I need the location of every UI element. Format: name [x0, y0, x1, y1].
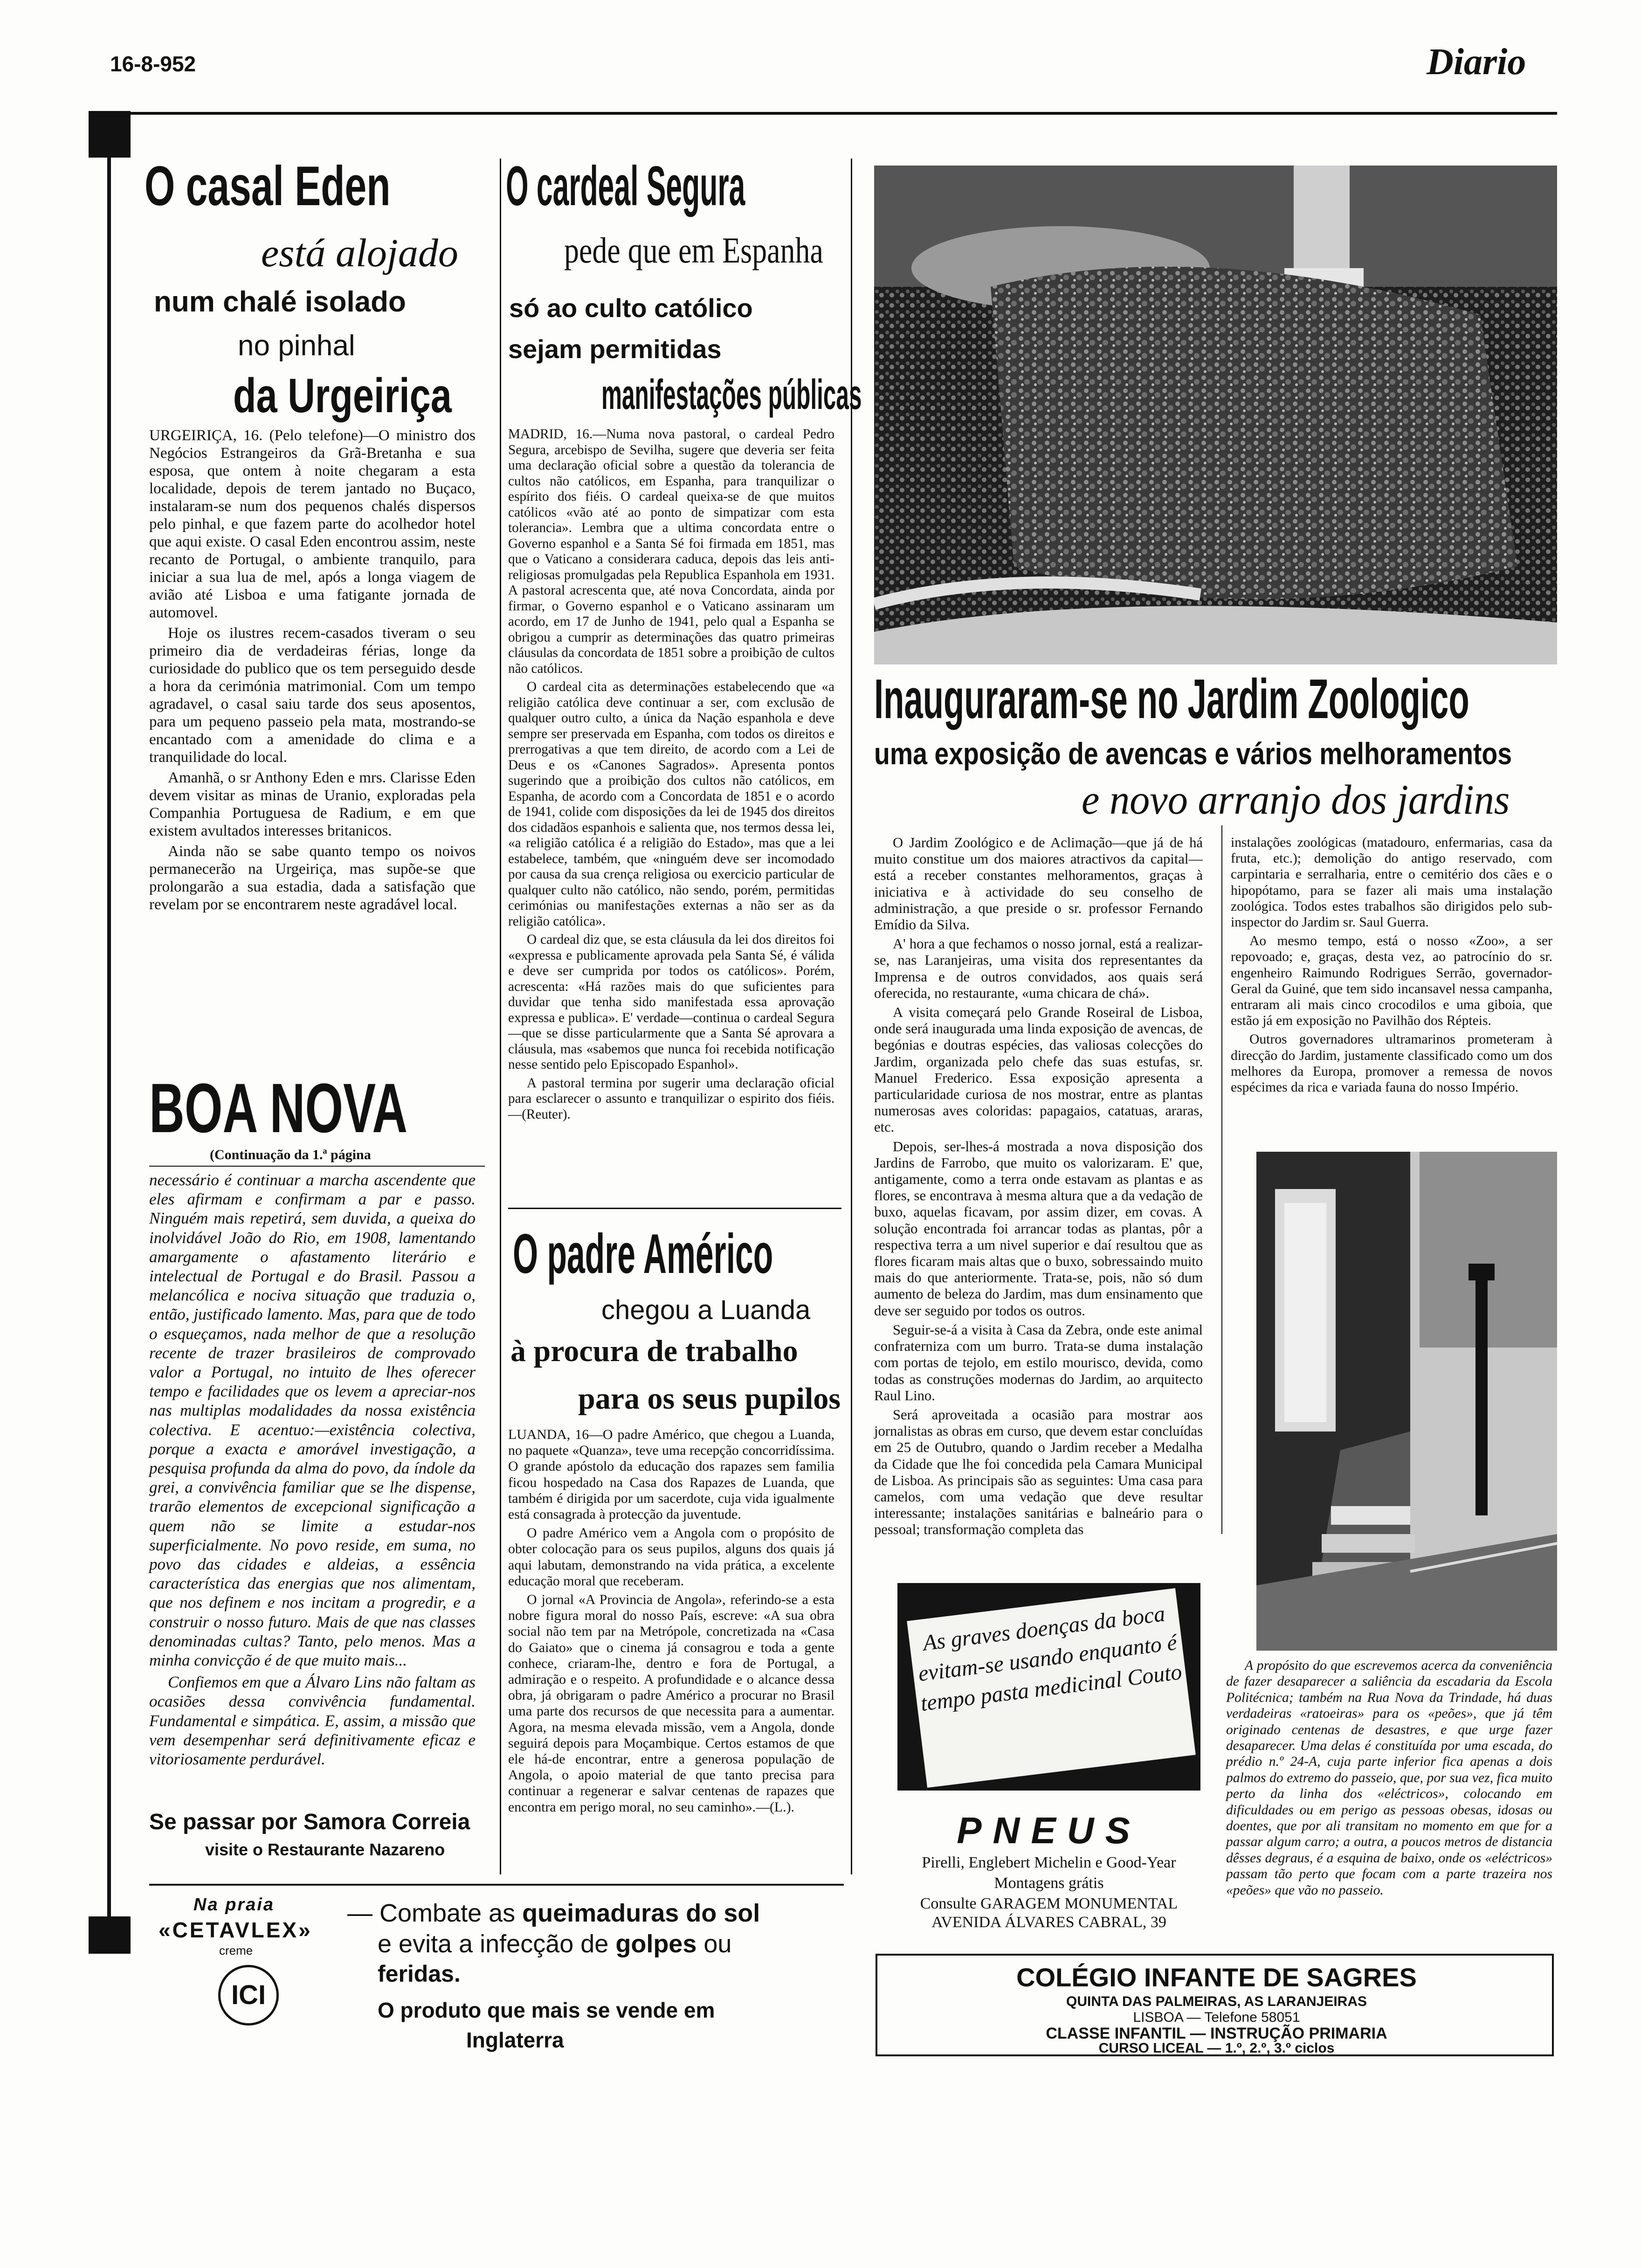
americo-paragraph: O jornal «A Provincia de Angola», referindo-se a esta nobre figura moral do nosso País, escreve: «A sua obra social não tem par na Metrópole, concretizada na «Casa do Gaiato» que o cinema já consagrou e toda a gente conhece, criaram-lhe, dentro e fora de Portugal, a admiração e o respeito. A profundidade e o alcance dessa obra, já obrigaram o padre Américo a procurar no Brasil uma parte dos recursos de que necessita para a aumentar. Agora, na mesma elevada missão, vem a Angola, donde seguirá depois para Moçambique. Certos estamos de que ele há-de encontrar, entre a generosa população de Angola, o apoio material de que tanto precisa para continuar a regenerar e salvar centenas de rapazes que encontra em perigo moral, no seu caminho».—(L.).	[508, 1592, 834, 1815]
boa-nova-body	[149, 1170, 476, 1771]
boa-nova-paragraph: necessário é continuar a marcha ascendente que eles afirmam e confirmam a par e passo. Ninguém mais repetirá, sem duvida, a queixa do inolvidável João do Rio, em 1908, lamentando amargamente o afastamento literário e intelectual de Portugal e do Brasil. Passou a melancólica e nociva situação que traduzia o, então, justificado lamento. Mas, para que de todo o esqueçamos, nada melhor de que a resolução recente de trazer brasileiros de comprovado valor a Portugal, no intuito de lhes oferecer tempo e facilidades que os levem a apreciar-nos nas multiplas modalidades da nossa existência colectiva. E acentuo:—existência colectiva, porque a exacta e amorável investigação, a pesquisa profunda da alma do povo, da índole da grei, a convivência familiar que se lhe dispense, trarão elementos de excepcional significação a quem não se limite a estudar-nos superficialmente. No povo reside, em suma, no povo das cidades e aldeias, a essência característica das energias que nos alimentam, que nos definem e nos incitam a progredir, e a construir o nosso futuro. Mais de que nas classes denominadas cultas? Tanto, pelo menos. Mas a minha convicção é de que muito mais...	[149, 1171, 476, 1670]
segura-paragraph: O cardeal cita as determinações estabelecendo que «a religião católica deve continuar a ser, com exclusão de qualquer outro culto, a única da Nação espanhola e deve sempre ser preservada em Espanha, com todos os direitos e prerrogativas a que tem direito, de acordo com a Lei de Deus e os «Canones Sagrados». Apresenta pontos sugerindo que a proibição dos cultos não católicos, em Espanha, de acordo com a Concordata de 1851 e o acordo de 1941, colide com disposições da lei de 1945 dos direitos dos cidadãos espanhois e salienta que, nos termos dessa lei, «a religião católica é a religião do Estado», mas que a lei estabelece, também, que «ninguém deve ser incomodado por causa da sua crença religiosa ou exercicio particular de qualquer culto não católico, não sendo, porém, permitidas cerimónias ou manifestações externas a não ser as da religião católica».	[508, 679, 834, 929]
americo-headline-3: à procura de trabalho	[510, 1334, 798, 1368]
americo-paragraph: LUANDA, 16—O padre Américo, que chegou a Luanda, no paquete «Quanza», teve uma recepção concorridíssima. O grande apóstolo da educação dos rapazes sem familia ficou hospedado na Casa dos Rapazes de Luanda, que também é dirigida por um sacerdote, cuja vida igualmente está consagrada à protecção da juventude.	[508, 1427, 834, 1522]
cetavlex-text-2a: e evita a infecção de	[378, 1930, 616, 1958]
cetavlex-text-3: feridas.	[378, 1961, 461, 1987]
zoo-headline-2: uma exposição de avencas e vários melhoramentos	[874, 736, 1512, 771]
cetavlex-text-1b: queimaduras do sol	[522, 1899, 760, 1927]
zoo-paragraph: A' hora a que fechamos o nosso jornal, está a realizar-se, nas Laranjeiras, uma visita dos representantes da Imprensa e de outros convidados, aos quais será oferecida, no restaurante, «uma chicara de chá».	[874, 936, 1203, 1001]
americo-headline-2: chegou a Luanda	[601, 1295, 811, 1325]
cetavlex-text-5: Inglaterra	[466, 2028, 564, 2052]
eden-headline-4: no pinhal	[238, 330, 355, 362]
colegio-line-1: QUINTA DAS PALMEIRAS, AS LARANJEIRAS	[1066, 1994, 1367, 2009]
americo-article-body	[508, 1427, 834, 1818]
column-rule-1	[500, 159, 501, 1874]
zoo-paragraph: Ao mesmo tempo, está o nosso «Zoo», a ser repovoado; e, graças, desta vez, ao patrocínio do sr. engenheiro Raimundo Rodrigues Serrão, governador-Geral da Guiné, que tem sido incansavel nessa campanha, entraram ali mais cinco crocodilos e uma giboia, que estão já em exposição no Pavilhão dos Répteis.	[1231, 933, 1552, 1029]
zoo-article-col2	[1231, 835, 1552, 1098]
cetavlex-text-2	[378, 1929, 731, 1958]
pneus-line-3: Consulte GARAGEM MONUMENTAL	[920, 1895, 1178, 1912]
cetavlex-brand: «CETAVLEX»	[159, 1918, 312, 1942]
zoo-paragraph: Será aproveitada a ocasião para mostrar aos jornalistas as obras em curso, que devem estar concluídas em 25 de Outubro, quando o Jardim receber a Medalha da Cidade que lhe foi concedida pela Camara Municipal de Lisboa. As principais são as seguintes: Uma casa para camelos, com uma vedação que deve resultar interessante; instalações sanitárias e balneário para o pessoal; transformação completa das	[874, 1406, 1203, 1538]
zoo-headline-3: e novo arranjo dos jardins	[1082, 777, 1510, 823]
zoo-paragraph: instalações zoológicas (matadouro, enfermarias, casa da fruta, etc.); demolição do antigo reservado, com carpintaria e serralharia, entre o cemitério dos cães e o hipopótamo, para se fazer ali mais uma instalação zoológica. Todos estes trabalhos são dirigidos pelo sub-inspector do Jardim sr. Saul Guerra.	[1231, 835, 1552, 930]
segura-headline-5: manifestações públicas	[601, 372, 862, 418]
cetavlex-text-1	[347, 1899, 760, 1928]
page-corner-block	[89, 111, 131, 158]
cetavlex-text-2b: golpes	[615, 1930, 697, 1958]
colegio-ad-box	[876, 1954, 1554, 2056]
boa-nova-paragraph: Confiemos em que a Álvaro Lins não faltam as ocasiões dessa convivência fundamental. Fundamental e simpática. E, assim, a missão que vem desempenhar será definitivamente eficaz e vitoriosamente perdurável.	[149, 1673, 476, 1769]
colegio-name: COLÉGIO INFANTE DE SAGRES	[1016, 1963, 1417, 1992]
zoo-paragraph: Depois, ser-lhes-á mostrada a nova disposição dos Jardins de Farrobo, que muito os valorizaram. E' que, antigamente, como a terra onde estavam as plantas e as flores, se encontrava à mesma altura que a da vedação de buxo, aquelas ficavam, por assim dizer, em covas. A solução encontrada foi arrancar todas as plantas, pôr a respectiva terra a um nivel superior e daí resultou que as flores ficaram mais altas que o buxo, sobressaindo muito mais do que anteriormente. Trata-se, pois, não só dum aumento de beleza do Jardim, mas dum ensinamento que deve ser seguido por todos os outros.	[874, 1138, 1203, 1319]
segura-headline-4: sejam permitidas	[508, 334, 722, 364]
eden-headline-main: O casal Eden	[145, 155, 391, 217]
pneus-line-4: AVENIDA ÁLVARES CABRAL, 39	[931, 1914, 1166, 1931]
zoo-paragraph: A visita começará pelo Grande Roseiral de Lisboa, onde será inaugurada uma linda exposição de avencas, de begónias e doutras espécies, das valiosas colecções do Jardim, organizada pelo chefe das suas estufas, sr. Manuel Frederico. Essa exposição apresenta a particularidade curiosa de nos mostrar, entre as plantas numerosas aves coloridas: papagaios, catatuas, araras, etc.	[874, 1004, 1203, 1135]
column-rule-3	[1221, 825, 1222, 1534]
caption-paragraph: A propósito do que escrevemos acerca da conveniência de fazer desaparecer a saliência da escadaria da Escola Politécnica; também na Rua Nova da Trindade, há duas verdadeiras «ratoeiras» para os «peões», que já têm originado centenas de desastres, e que urge fazer desaparecer. Uma delas é constituída por uma escada, do prédio n.º 24-A, cuja parte inferior fica apenas a dois palmos do extremo do passeio, que, por sua vez, fica muito perto da linha dos «eléctricos», colocando em dificuldades ou em perigo as pessoas obesas, idosas ou doentes, que por ali transitam no momento em que for a passar algum carro; a outra, a poucos metros de distancia dêsses degraus, é a esquina de baixo, onde os «eléctricos» passam tão perto que focam com a parte trazeira nos «peões» que vão no passeio.	[1226, 1658, 1552, 1898]
eden-paragraph: Amanhã, o sr Anthony Eden e mrs. Clarisse Eden devem visitar as minas de Uranio, exploradas pela Companhia Portuguesa de Radium, e em que existem avultados interesses britanicos.	[149, 769, 476, 839]
americo-top-rule	[508, 1208, 841, 1209]
cetavlex-text-4: O produto que mais se vende em	[378, 1998, 715, 2022]
zoo-paragraph: Outros governadores ultramarinos prometeram à direcção do Jardim, justamente classificado como um dos melhores da Europa, promover a remessa de novos espécimes da rica e variada fauna do nosso Império.	[1231, 1032, 1552, 1095]
pneus-brand: PNEUS	[957, 1810, 1141, 1851]
cetavlex-text-2c: ou	[696, 1930, 732, 1958]
couto-ad-script: As graves doenças da boca evitam-se usando enquanto é tempo pasta medicinal Couto	[907, 1588, 1196, 1788]
zoo-paragraph: Seguir-se-á a visita à Casa da Zebra, onde este animal confraterniza com um burro. Trata-se duma instalação com portas de tejolo, em estilo mourisco, devida, como todas as construções modernas do Jardim, ao arquitecto Raul Lino.	[874, 1321, 1203, 1404]
boa-nova-continuation: (Continuação da 1.ª página	[210, 1147, 371, 1162]
zoo-paragraph: O Jardim Zoológico e de Aclimação—que já de há muito constitue um dos maiores atractivos da capital—está a receber constantes melhoramentos, graças à iniciativa e à actividade do seu conselho de administração, a que preside o sr. professor Fernando Emídio da Silva.	[874, 835, 1203, 933]
pneus-line-1: Pirelli, Englebert Michelin e Good-Year	[922, 1854, 1176, 1871]
boa-nova-headline: BOA NOVA	[149, 1069, 408, 1147]
eden-paragraph: Ainda não se sabe quanto tempo os noivos permanecerão na Urgeiriça, mas supõe-se que prolongarão a sua estadia, dada a satisfação que revelam por se encontrarem neste agradável local.	[149, 843, 476, 913]
eden-article-body	[149, 427, 476, 916]
zoo-headline-main: Inauguraram-se no Jardim Zoologico	[874, 668, 1469, 730]
boa-nova-rule	[149, 1166, 485, 1167]
segura-headline-3: só ao culto católico	[509, 293, 753, 323]
left-border-rule	[107, 154, 111, 1944]
eden-headline-sub: está alojado	[261, 230, 458, 275]
street-stairs-photo	[1256, 1152, 1557, 1651]
segura-headline-main: O cardeal Segura	[506, 155, 745, 217]
segura-paragraph: O cardeal diz que, se esta cláusula da lei dos direitos foi «expressa e publicamente aprovada pela Santa Sé, é válida e deve ser cumprida por todos os católicos». Porém, acrescenta: «Há razões mais do que suficientes para duvidar que tenha sido manifestada essa aprovação expressa e publica». E' verdade—continua o cardeal Segura—que se disse particularmente que a Santa Sé aprovara a cláusula, mas «sabemos que nunca foi recebida notificação nesse sentido pelo Episcopado Espanhol».	[508, 932, 834, 1072]
colegio-line-4: CURSO LICEAL — 1.º, 2.º, 3.º ciclos	[1098, 2040, 1335, 2056]
cetavlex-ad	[149, 1884, 844, 2058]
segura-paragraph: MADRID, 16.—Numa nova pastoral, o cardeal Pedro Segura, arcebispo de Sevilha, sugere que deveria ser feita uma declaração oficial sobre a questão da tolerancia de cultos não católicos, em Espanha, para tranquilizar o espírito dos fiéis. O cardeal queixa-se de que muitos católicos «vão até ao ponto de simpatizar com esta tolerancia». Lembra que a ultima concordata entre o Governo espanhol e a Santa Sé foi firmada em 1851, mas que o Vaticano a considerara caduca, depois das leis anti-religiosas promulgadas pela Republica Espanhola em 1931. A pastoral acrescenta que, até nova Concordata, ainda por firmar, o Governo espanhol e o Vaticano assinaram um acordo, em 17 de Junho de 1941, pelo qual a Espanha se obrigou a cumprir as determinações das quatro primeiras cláusulas da concordata de 1851 sobre a proibição de cultos não católicos.	[508, 427, 834, 676]
americo-paragraph: O padre Américo vem a Angola com o propósito de obter colocação para os seus pupilos, alguns dos quais já aqui labutam, demonstrando na vida prática, a excelente educação moral que receberam.	[508, 1525, 834, 1589]
couto-ad-box	[897, 1583, 1200, 1791]
cetavlex-text-1a: — Combate as	[347, 1899, 523, 1927]
street-photo-caption	[1226, 1658, 1552, 1901]
americo-headline-main: O padre Américo	[513, 1223, 773, 1285]
colegio-line-3: CLASSE INFANTIL — INSTRUÇÃO PRIMARIA	[1046, 2025, 1387, 2042]
ici-logo	[218, 1965, 279, 2026]
segura-article-body	[508, 427, 834, 1125]
segura-headline-2: pede que em Espanha	[564, 230, 823, 270]
segura-paragraph: A pastoral termina por sugerir uma declaração oficial para esclarecer o assunto e tranquilizar o espirito dos fiéis.—(Reuter).	[508, 1075, 834, 1122]
zoo-article-col1	[874, 835, 1203, 1541]
street-photo-image	[1256, 1152, 1557, 1651]
eden-paragraph: Hoje os ilustres recem-casados tiveram o seu primeiro dia de verdadeiras férias, longe da curiosidade do publico que os tem perseguido desde a hora da cerimónia matrimonial. Com um tempo agradavel, o casal saiu tarde dos seus aposentos, para um pequeno passeio pela mata, mostrando-se encantado com a amenidade do clima e a tranquilidade do local.	[149, 625, 476, 766]
colegio-line-2: LISBOA — Telefone 58051	[1133, 2010, 1300, 2025]
page-date: 16-8-952	[110, 52, 196, 76]
americo-headline-4: para os seus pupilos	[578, 1382, 841, 1416]
eden-headline-3: num chalé isolado	[154, 286, 406, 318]
cetavlex-top-line: Na praia	[193, 1895, 275, 1915]
nazareno-ad-line-1: Se passar por Samora Correia	[149, 1810, 470, 1834]
pneus-line-2: Montagens grátis	[994, 1874, 1104, 1892]
left-corner-block	[89, 1916, 131, 1954]
paper-name: Diario	[1427, 41, 1526, 83]
ici-logo-text: ICI	[231, 1980, 266, 2010]
eden-headline-5: da Urgeiriça	[233, 369, 452, 423]
cetavlex-form: creme	[219, 1943, 253, 1957]
eden-paragraph: URGEIRIÇA, 16. (Pelo telefone)—O ministro dos Negócios Estrangeiros da Grã-Bretanha e sua esposa, que ontem à noite chegaram a esta localidade, depois de terem jantado no Buçaco, instalaram-se num dos pequenos chalés dispersos pelo pinhal, e que fazem parte do acolhedor hotel que aqui existe. O casal Eden encontrou assim, neste recanto de Portugal, o ambiente tranquilo, para iniciar a sua lua de mel, após a longa viagem de avião até Lisboa e uma fatigante jornada de automovel.	[149, 427, 476, 621]
garden-photo-image	[874, 166, 1557, 664]
masthead-rule	[89, 112, 1557, 115]
nazareno-ad-line-2: visite o Restaurante Nazareno	[205, 1840, 445, 1859]
zoo-garden-photo	[874, 166, 1557, 664]
